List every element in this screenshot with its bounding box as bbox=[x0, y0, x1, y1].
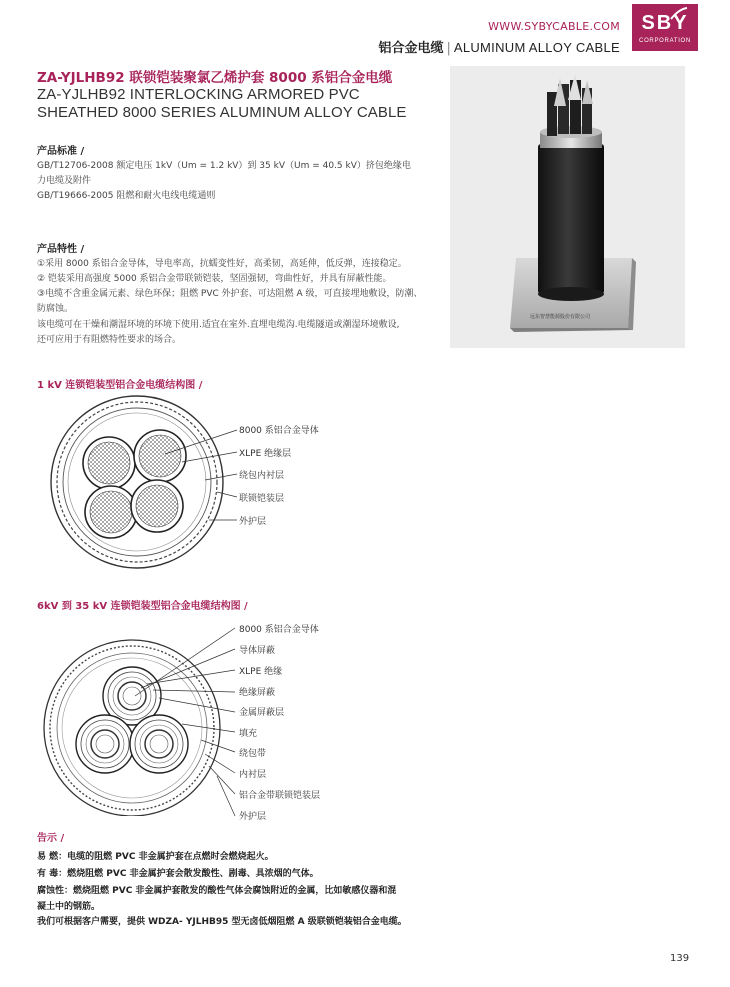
warning-line: 有 毒：燃烧阻燃 PVC 非金属护套会散发酸性、剧毒、具浓烟的气体。 bbox=[37, 869, 319, 879]
features-line: ①采用 8000 系铝合金导体，导电率高，抗蠕变性好，高柔韧，高延伸，低反弹，连接稳定。 bbox=[37, 259, 407, 269]
diagram1-title: 1 kV 连锁铠装型铝合金电缆结构图 / bbox=[37, 380, 203, 391]
core-3 bbox=[130, 715, 188, 773]
warning-line: 腐蚀性：燃烧阻燃 PVC 非金属护套散发的酸性气体会腐蚀附近的金属，比如敏感仪器和混 bbox=[37, 886, 397, 896]
cable-sample-illustration bbox=[450, 66, 685, 348]
section-header-cn: 铝合金电缆 bbox=[378, 41, 444, 56]
logo-mark: SBY bbox=[641, 12, 689, 34]
diagram1-label: 绕包内衬层 bbox=[239, 471, 285, 481]
warning-line: 易 燃：电缆的阻燃 PVC 非金属护套在点燃时会燃烧起火。 bbox=[37, 852, 274, 862]
features-line: 该电缆可在干燥和潮湿环境的环境下使用.适宜在室外.直埋电缆沟.电缆隧道或潮湿环境敷设, bbox=[37, 320, 400, 330]
product-title-en-line2: SHEATHED 8000 SERIES ALUMINUM ALLOY CABLE bbox=[37, 104, 407, 121]
core-1 bbox=[83, 437, 135, 489]
site-url[interactable]: WWW.SYBYCABLE.COM bbox=[488, 20, 620, 33]
diagram2-title: 6kV 到 35 kV 连锁铠装型铝合金电缆结构图 / bbox=[37, 601, 248, 612]
core-2 bbox=[134, 430, 186, 482]
standards-line: GB/T19666-2005 阻燃和耐火电线电缆通则 bbox=[37, 191, 216, 201]
page-number: 139 bbox=[670, 953, 690, 964]
photo-base-label: 远东智慧能源股份有限公司 bbox=[530, 314, 591, 320]
product-title-cn: ZA-YJLHB92 联锁铠装聚氯乙烯护套 8000 系铝合金电缆 bbox=[37, 70, 393, 86]
warning-line: 凝土中的钢筋。 bbox=[37, 902, 101, 912]
diagram2-label: 绝缘屏蔽 bbox=[239, 688, 276, 698]
section-header: 铝合金电缆 | ALUMINUM ALLOY CABLE bbox=[378, 40, 620, 56]
diagram1-label: 外护层 bbox=[239, 517, 267, 527]
diagram2-label: 8000 系铝合金导体 bbox=[239, 625, 319, 635]
standards-line: 力电缆及附件 bbox=[37, 176, 92, 186]
standards-heading: 产品标准 / bbox=[37, 146, 85, 157]
diagram1-label: XLPE 绝缘层 bbox=[239, 449, 292, 459]
features-line: 防腐蚀。 bbox=[37, 304, 74, 314]
features-line: 还可应用于有阻燃特性要求的场合。 bbox=[37, 335, 182, 345]
logo-tagline: CORPORATION bbox=[639, 38, 691, 44]
diagram2-label: XLPE 绝缘 bbox=[239, 667, 283, 677]
product-title-en-line1: ZA-YJLHB92 INTERLOCKING ARMORED PVC bbox=[37, 86, 360, 103]
diagram1-label: 联锁铠装层 bbox=[239, 494, 285, 504]
core-3 bbox=[85, 486, 137, 538]
core-4 bbox=[131, 480, 183, 532]
company-logo bbox=[632, 4, 698, 51]
diagram1-label: 8000 系铝合金导体 bbox=[239, 426, 319, 436]
diagram2-label: 金属屏蔽层 bbox=[239, 708, 285, 718]
features-line: ③电缆不含重金属元素、绿色环保；阻燃 PVC 外护套、可达阻燃 A 级，可直接埋地敷设，防潮、 bbox=[37, 289, 423, 299]
diagram2-label: 铝合金带联锁铠装层 bbox=[239, 791, 321, 801]
outer-sheath bbox=[51, 396, 223, 568]
warning-line: 我们可根据客户需要，提供 WDZA- YJLHB95 型无卤低烟阻燃 A 级联锁铠装铝合金电缆。 bbox=[37, 917, 407, 927]
features-heading: 产品特性 / bbox=[37, 244, 85, 255]
diagram2-label: 绕包带 bbox=[239, 749, 267, 759]
diagram2-cross-section bbox=[37, 616, 367, 826]
diagram2-label: 外护层 bbox=[239, 812, 267, 822]
features-line: ② 铠装采用高强度 5000 系铝合金带联锁铠装，坚固强韧，弯曲性好，并具有屏蔽性能。 bbox=[37, 274, 392, 284]
section-header-en: ALUMINUM ALLOY CABLE bbox=[453, 40, 620, 55]
standards-line: GB/T12706-2008 额定电压 1kV（Um = 1.2 kV）到 35 kV（Um = 40.5 kV）挤包绝缘电 bbox=[37, 161, 411, 171]
diagram2-label: 内衬层 bbox=[239, 770, 267, 780]
diagram2-label: 填充 bbox=[239, 729, 258, 739]
diagram1-cross-section bbox=[37, 392, 367, 582]
warning-heading: 告示 / bbox=[37, 833, 65, 844]
core-2 bbox=[76, 715, 134, 773]
diagram2-label: 导体屏蔽 bbox=[239, 646, 276, 656]
product-photo bbox=[450, 66, 685, 348]
